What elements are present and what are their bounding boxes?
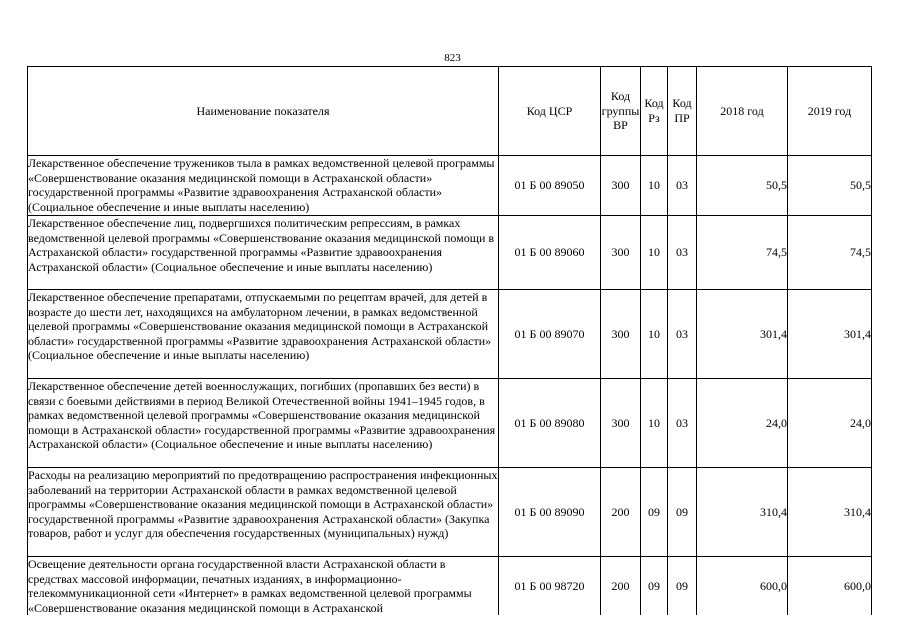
row-name: Освещение деятельности органа государственной власти Астраханской области в средствах массовой информации, печатных изданиях, в информационно-телекоммуникационной сети «Интернет» в рамках ведомственной целевой программы «Совершенствование оказания медицинской помощи в Астраханской	[28, 557, 499, 616]
row-2018: 301,4	[697, 290, 788, 379]
row-2019: 50,5	[788, 156, 872, 216]
header-2019: 2019 год	[788, 67, 872, 156]
table-row	[28, 156, 872, 216]
row-rz: 10	[641, 290, 668, 379]
row-rz: 10	[641, 216, 668, 290]
row-csr: 01 Б 00 98720	[499, 557, 601, 616]
header-rz: Код Рз	[641, 67, 668, 156]
row-rz: 10	[641, 379, 668, 468]
row-2018: 600,0	[697, 557, 788, 616]
row-csr: 01 Б 00 89080	[499, 379, 601, 468]
row-2018: 310,4	[697, 468, 788, 557]
budget-table	[27, 66, 872, 615]
row-2019: 301,4	[788, 290, 872, 379]
row-2019: 600,0	[788, 557, 872, 616]
row-name: Расходы на реализацию мероприятий по предотвращению распространения инфекционных заболеваний на территории Астраханской области в рамках ведомственной целевой программы «Совершенствование оказания медицинской помощи в Астраханской области» государственной программы «Развитие здравоохранения Астраханской области» (Закупка товаров, работ и услуг для обеспечения государственных (муниципальных) нужд)	[28, 468, 499, 557]
row-name: Лекарственное обеспечение тружеников тыла в рамках ведомственной целевой программы «Совершенствование оказания медицинской помощи в Астраханской области» государственной программы «Развитие здравоохранения Астраханской области» (Социальное обеспечение и иные выплаты населению)	[28, 156, 499, 216]
row-2019: 24,0	[788, 379, 872, 468]
row-pr: 03	[668, 379, 697, 468]
header-name: Наименование показателя	[28, 67, 499, 156]
row-vr: 300	[601, 156, 641, 216]
row-vr: 300	[601, 216, 641, 290]
row-pr: 09	[668, 468, 697, 557]
row-name: Лекарственное обеспечение детей военнослужащих, погибших (пропавших без вести) в связи с боевыми действиями в период Великой Отечественной войны 1941–1945 годов, в рамках ведомственной целевой программы «Совершенствование оказания медицинской помощи в Астраханской области» государственной программы «Развитие здравоохранения Астраханской области» (Социальное обеспечение и иные выплаты населению)	[28, 379, 499, 468]
table-row	[28, 216, 872, 290]
table-row	[28, 290, 872, 379]
row-vr: 300	[601, 379, 641, 468]
table-row	[28, 379, 872, 468]
row-name: Лекарственное обеспечение препаратами, отпускаемыми по рецептам врачей, для детей в возрасте до шести лет, находящихся на амбулаторном лечении, в рамках ведомственной целевой программы «Совершенствование оказания медицинской помощи в Астраханской области» государственной программы «Развитие здравоохранения Астраханской области» (Социальное обеспечение и иные выплаты населению)	[28, 290, 499, 379]
header-pr: Код ПР	[668, 67, 697, 156]
row-vr: 300	[601, 290, 641, 379]
row-2018: 74,5	[697, 216, 788, 290]
row-vr: 200	[601, 468, 641, 557]
row-2019: 74,5	[788, 216, 872, 290]
header-csr: Код ЦСР	[499, 67, 601, 156]
row-vr: 200	[601, 557, 641, 616]
row-2018: 50,5	[697, 156, 788, 216]
table-row	[28, 468, 872, 557]
row-pr: 03	[668, 216, 697, 290]
header-vr: Код группы ВР	[601, 67, 641, 156]
row-csr: 01 Б 00 89070	[499, 290, 601, 379]
row-rz: 09	[641, 468, 668, 557]
row-name: Лекарственное обеспечение лиц, подвергшихся политическим репрессиям, в рамках ведомственной целевой программы «Совершенствование оказания медицинской помощи в Астраханской области» государственной программы «Развитие здравоохранения Астраханской области» (Социальное обеспечение и иные выплаты населению)	[28, 216, 499, 290]
row-csr: 01 Б 00 89060	[499, 216, 601, 290]
header-2018: 2018 год	[697, 67, 788, 156]
table-row	[28, 557, 872, 616]
row-2018: 24,0	[697, 379, 788, 468]
row-csr: 01 Б 00 89050	[499, 156, 601, 216]
table-header-row	[28, 67, 872, 156]
row-rz: 09	[641, 557, 668, 616]
row-rz: 10	[641, 156, 668, 216]
row-pr: 03	[668, 156, 697, 216]
row-pr: 09	[668, 557, 697, 616]
row-pr: 03	[668, 290, 697, 379]
row-csr: 01 Б 00 89090	[499, 468, 601, 557]
row-2019: 310,4	[788, 468, 872, 557]
page-number: 823	[444, 52, 461, 64]
